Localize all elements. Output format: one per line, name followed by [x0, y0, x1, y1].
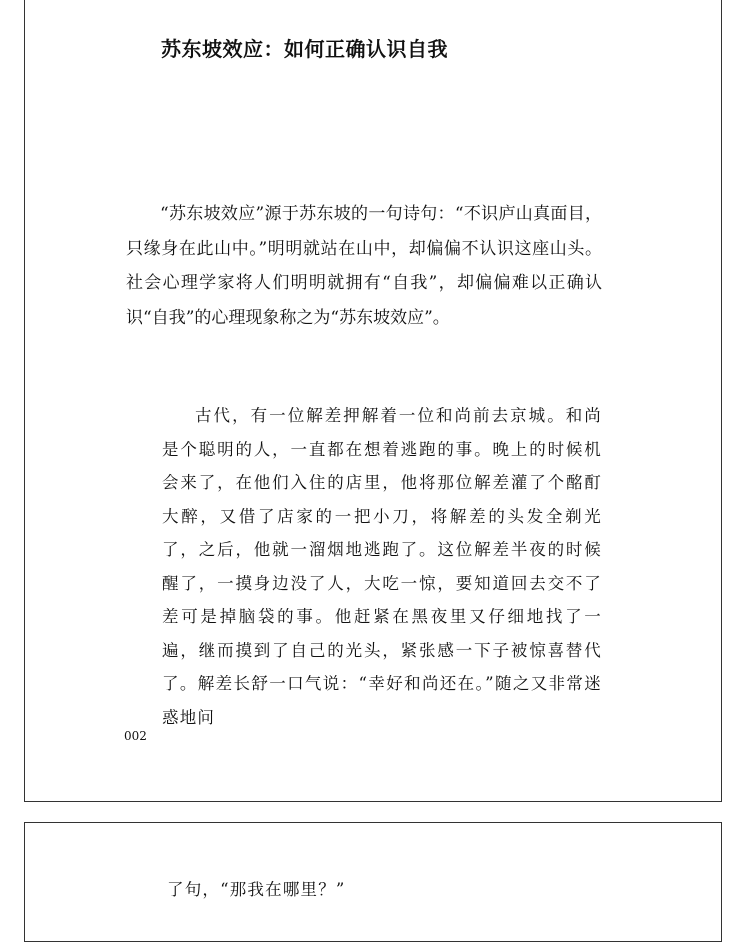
chapter-title: 苏东坡效应：如何正确认识自我 — [161, 37, 448, 61]
intro-paragraph: “苏东坡效应”源于苏东坡的一句诗句：“不识庐山真面目，只缘身在此山中。”明明就站在山中，却偏偏不认识这座山头。 社会心理学家将人们明明就拥有“自我”，却偏偏难以正确认识“自我”的心理现象称之为“苏东坡效应”。 — [126, 204, 602, 328]
book-page-1 — [24, 0, 722, 802]
page-number: 002 — [124, 729, 147, 743]
story-continuation: 了句，“那我在哪里？” — [167, 880, 346, 899]
book-page-2 — [24, 822, 722, 942]
story-paragraph: 古代，有一位解差押解着一位和尚前去京城。和尚是个聪明的人，一直都在想着逃跑的事。晚上的时候机会来了，在他们入住的店里，他将那位解差灌了个酩酊大醉，又借了店家的一把小刀，将解差的头发全剃光了，之后，他就一溜烟地逃跑了。这位解差半夜的时候醒了，一摸身边没了人，大吃一惊，要知道回去交不了差可是掉脑袋的事。他赶紧在黑夜里又仔细地找了一遍，继而摸到了自己的光头，紧张感一下子被惊喜替代了。解差长舒一口气说：“幸好和尚还在。”随之又非常迷惑地问 — [162, 406, 602, 727]
